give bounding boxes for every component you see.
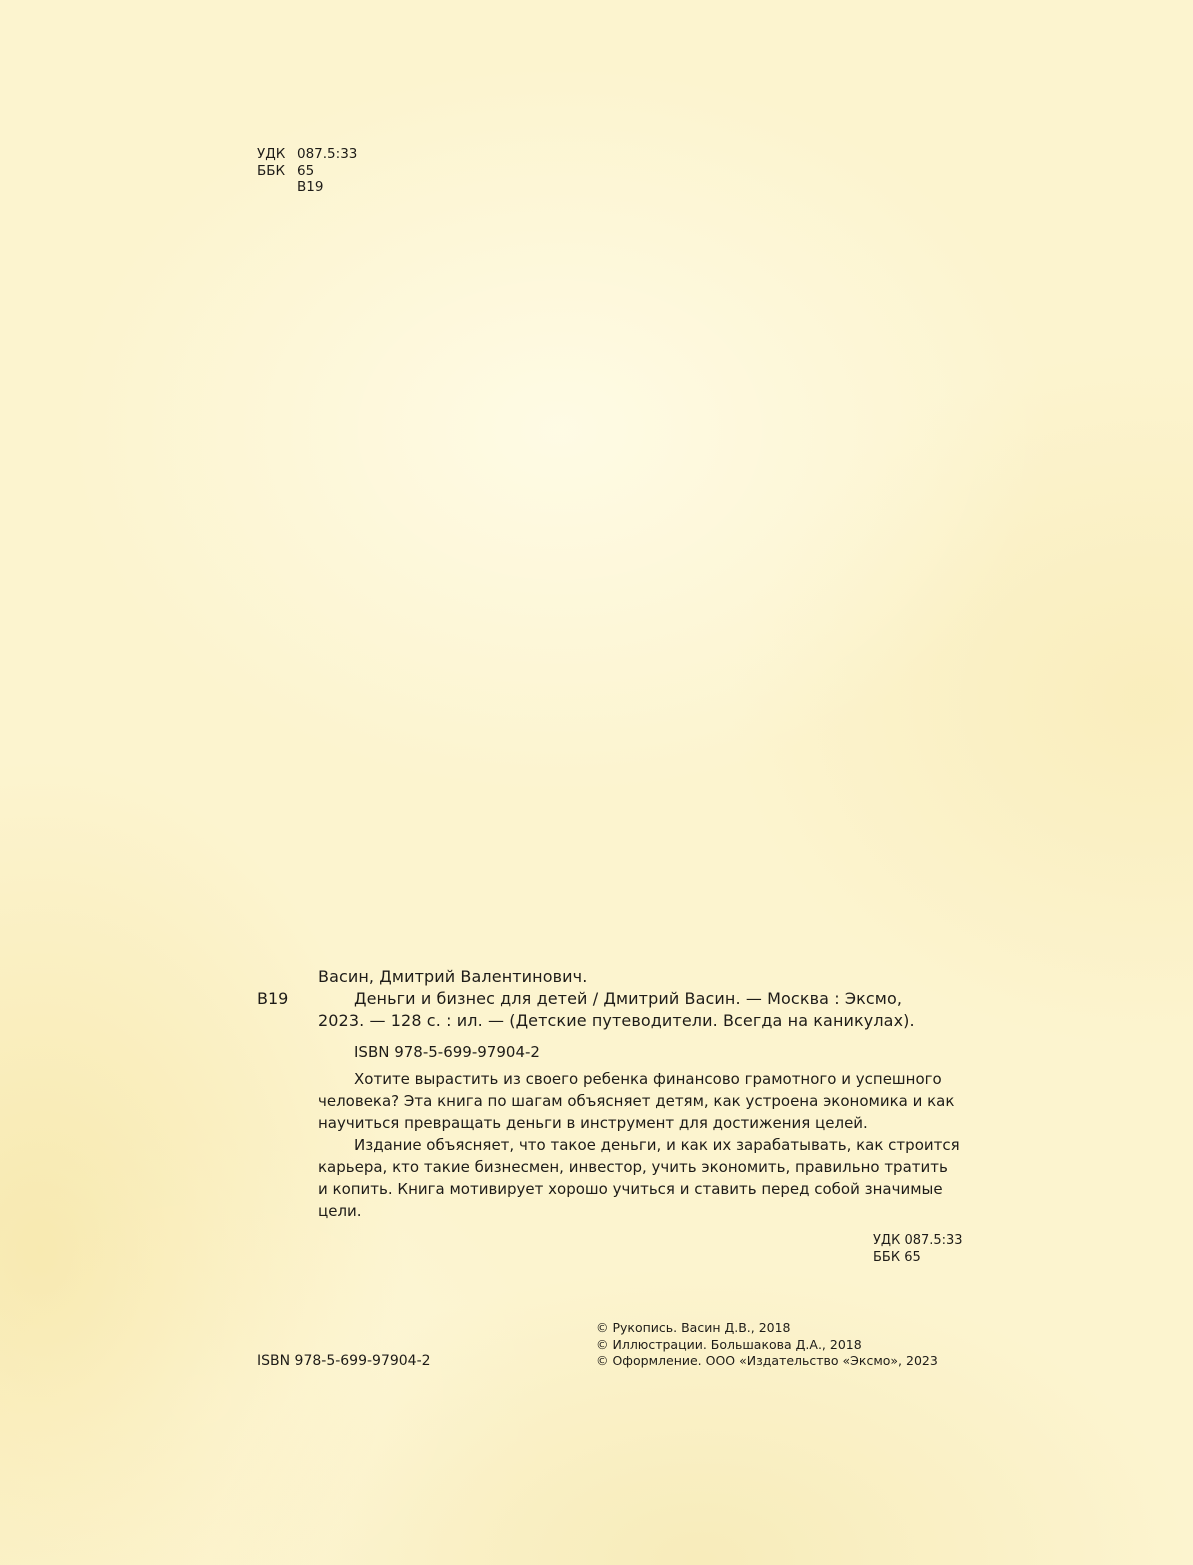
annotation-line: Хотите вырастить из своего ребенка финансово грамотного и успешного	[354, 1070, 942, 1088]
annotation-line: и копить. Книга мотивирует хорошо учиться и ставить перед собой значимые	[318, 1180, 943, 1198]
annotation-line: карьера, кто такие бизнесмен, инвестор, учить экономить, правильно тратить	[318, 1158, 948, 1176]
bbk-value: 65	[297, 162, 315, 179]
isbn-bottom: ISBN 978-5-699-97904-2	[257, 1353, 431, 1369]
bib-isbn: ISBN 978-5-699-97904-2	[354, 1043, 540, 1061]
bib-imprint-line: 2023. — 128 с. : ил. — (Детские путеводители. Всегда на каникулах).	[318, 1011, 915, 1030]
copyright-design: © Оформление. ООО «Издательство «Эксмо», 2023	[596, 1353, 938, 1368]
copyright-notices	[596, 1320, 938, 1370]
bbk-row	[257, 163, 357, 180]
copyright-illustrations: © Иллюстрации. Большакова Д.А., 2018	[596, 1336, 862, 1352]
bib-title-line: Деньги и бизнес для детей / Дмитрий Васин. — Москва : Эксмо,	[354, 989, 903, 1008]
annotation-line: цели.	[318, 1202, 362, 1220]
udk-row	[257, 146, 357, 163]
bbk-label: ББК	[257, 162, 286, 179]
copyright-manuscript: © Рукопись. Васин Д.В., 2018	[596, 1320, 791, 1335]
annotation-line: научиться превращать деньги в инструмент для достижения целей.	[318, 1114, 868, 1132]
bibliographic-record	[318, 966, 968, 1032]
author-mark: В19	[257, 989, 289, 1008]
bottom-classification-codes	[873, 1233, 963, 1266]
annotation-line: Издание объясняет, что такое деньги, и как их зарабатывать, как строится	[354, 1136, 960, 1154]
bottom-bbk: ББК 65	[873, 1249, 921, 1265]
annotation	[318, 1068, 978, 1222]
annotation-line: человека? Эта книга по шагам объясняет детям, как устроена экономика и как	[318, 1092, 955, 1110]
bib-author-line: Васин, Дмитрий Валентинович.	[318, 967, 588, 986]
udk-label: УДК	[257, 146, 286, 162]
bottom-udk: УДК 087.5:33	[873, 1233, 963, 1248]
author-mark-top: В19	[297, 179, 324, 195]
udk-value: 087.5:33	[297, 146, 358, 162]
top-classification-codes	[257, 146, 357, 196]
